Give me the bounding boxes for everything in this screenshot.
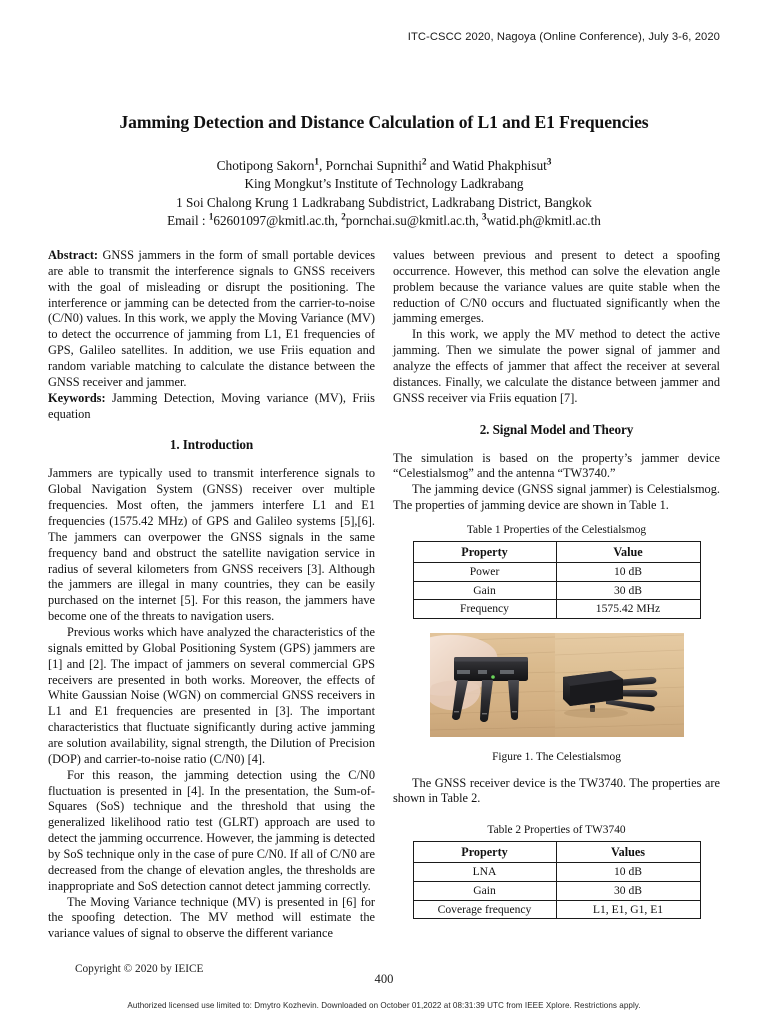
table-row	[413, 600, 700, 619]
table1	[413, 541, 701, 619]
email-address-2: pornchai.su@kmitl.ac.th,	[345, 213, 483, 229]
author-3-affil-marker: 3	[546, 156, 552, 167]
intro-paragraph-2: Previous works which have analyzed the characteristics of the signals emitted by Global Positioning System (GPS) jammers are [1] and [2]. The impact of jammers on several commercial GPS receivers are presented in both works. Moreover, the effects of White Gaussian Noise (WGN) on commercial GNSS receivers in L1 and E1 frequencies are presented in [3]. The important characteristics that fluctuate significantly during active jamming are solution availability, signal strength, the Dilution of Precision (DOP) and carrier-to-noise ratio (C/N0) [4].	[48, 625, 375, 766]
table2-header-property: Property	[413, 842, 556, 863]
section2-paragraph-1: The simulation is based on the property’s jammer device “Celestialsmog” and the antenna “TW3740.”	[393, 450, 720, 481]
email-2-marker: 2	[341, 212, 346, 223]
email-3-marker: 3	[482, 212, 487, 223]
table1-r0-c1: 10 dB	[556, 562, 700, 581]
table-row	[413, 900, 700, 919]
intro-paragraph-1: Jammers are typically used to transmit interference signals to Global Navigation System (GNSS) receiver over multiple frequencies. Most often, the jammers interfere L1 and E1 frequencies (1575.42 MHz) of GPS and Galileo systems [5],[6]. The jammers can overpower the GNSS signals in the same frequency band and obstruct the satellite navigation service in radius of several kilometers from GNSS receivers [3]. Although the jammers are illegal in many countries, they can be easily purchased on the internet [5]. For this reason, the jammers have become one of the threats to navigation users.	[48, 466, 375, 624]
table-row	[413, 881, 700, 900]
table2-r2-c1: L1, E1, G1, E1	[556, 900, 700, 919]
section2-paragraph-3: The GNSS receiver device is the TW3740. The properties are shown in Table 2.	[393, 775, 720, 806]
page-number: 400	[374, 972, 394, 986]
table1-r1-c0: Gain	[413, 581, 556, 600]
author-2: , Pornchai Supnithi	[318, 157, 422, 173]
table1-r2-c0: Frequency	[413, 600, 556, 619]
page-title: Jamming Detection and Distance Calculation of L1 and E1 Frequencies	[119, 112, 649, 132]
table2-header-values: Values	[556, 842, 700, 863]
running-header: ITC-CSCC 2020, Nagoya (Online Conference), July 3-6, 2020	[407, 31, 720, 43]
table1-header-value: Value	[556, 541, 700, 562]
table-row	[413, 581, 700, 600]
table1-r1-c1: 30 dB	[556, 581, 700, 600]
table2-caption: Table 2 Properties of TW3740	[487, 824, 626, 837]
table1-r2-c1: 1575.42 MHz	[556, 600, 700, 619]
email-1-marker: 1	[208, 212, 214, 223]
email-address-3: watid.ph@kmitl.ac.th	[486, 213, 601, 229]
table2-r2-c0: Coverage frequency	[413, 900, 556, 919]
affiliation: King Mongkut’s Institute of Technology Ladkrabang	[244, 176, 524, 192]
intro-paragraph-5: In this work, we apply the MV method to detect the active jamming. Then we simulate the power signal of jammer and analyze the effects of jammer that affect the receiver at several distances. Finally, we calculate the distance between jammer and GNSS receiver via Friis equation [7].	[393, 327, 720, 405]
author-1-affil-marker: 1	[314, 156, 319, 167]
table-row	[413, 562, 700, 581]
email-label: Email :	[167, 213, 209, 229]
figure1-caption: Figure 1. The Celestialsmog	[492, 750, 621, 763]
author-1: Chotipong Sakorn	[216, 157, 315, 173]
keywords-body: Jamming Detection, Moving variance (MV), Friis equation	[48, 390, 375, 421]
table1-r0-c0: Power	[413, 562, 556, 581]
right-column	[393, 248, 720, 919]
intro-paragraph-4-continued: values between previous and present to detect a spoofing occurrence. However, this method can solve the elevation angle problem because the variance values are quite stable when the reduction of C/N0 occurs and fluctuated significantly when the jamming emerges.	[393, 248, 720, 326]
table2-r0-c1: 10 dB	[556, 863, 700, 882]
photo-right	[555, 633, 684, 737]
keywords-paragraph	[48, 391, 375, 423]
table2-r1-c0: Gain	[413, 881, 556, 900]
left-column	[48, 248, 375, 942]
title-block	[48, 112, 720, 231]
intro-paragraph-4: The Moving Variance technique (MV) is presented in [6] for the spoofing detection. The MV method will estimate the variance values of signal to observe the different variance	[48, 894, 375, 941]
photo-left	[430, 633, 555, 737]
table1-caption: Table 1 Properties of the Celestialsmog	[466, 523, 647, 536]
table2-r0-c0: LNA	[413, 863, 556, 882]
author-3: and Watid Phakphisut	[426, 157, 547, 173]
section-heading-introduction: 1. Introduction	[169, 437, 254, 453]
author-list	[48, 156, 720, 175]
keywords-label: Keywords:	[48, 390, 106, 405]
figure1	[430, 633, 684, 765]
table-row	[413, 863, 700, 882]
table1-header-property: Property	[413, 541, 556, 562]
table2-header-row	[413, 842, 700, 863]
table2-r1-c1: 30 dB	[556, 881, 700, 900]
celestialsmog-photo	[430, 633, 684, 737]
license-notice: Authorized licensed use limited to: Dmytro Kozhevin. Downloaded on October 01,2022 at 08:31:39 UTC from IEEE Xplore. Restrictions apply.	[127, 1001, 641, 1010]
email-address-1: 62601097@kmitl.ac.th,	[213, 213, 342, 229]
address: 1 Soi Chalong Krung 1 Ladkrabang Subdistrict, Ladkrabang District, Bangkok	[176, 194, 592, 210]
table1-header-row	[413, 541, 700, 562]
section-heading-signal-model: 2. Signal Model and Theory	[479, 421, 634, 437]
table2	[413, 841, 701, 919]
author-2-affil-marker: 2	[422, 156, 427, 167]
intro-paragraph-3: For this reason, the jamming detection using the C/N0 fluctuation is presented in [4]. In the presentation, the Sum-of-Squares (SoS) technique and the threshold that using the generalized likelihood ratio test (GLRT) approach are used to detect the jamming occurrence. However, the jamming is detected by SoS technique only in the case of pure C/N0. If all of C/N0 are decreased from the change of elevation angles, the thresholds are inappropriate and SoS detection cannot detect jamming correctly.	[48, 767, 375, 893]
copyright-notice: Copyright © 2020 by IEICE	[75, 963, 204, 975]
email-line	[48, 212, 720, 231]
abstract-body: GNSS jammers in the form of small portable devices are able to transmit the interference signals to GNSS receivers with the goal of misleading or disrupt the positioning. The interference or jamming can be detected from the carrier-to-noise (C/N0) values. In this work, we apply the Moving Variance (MV) to detect the occurrence of jamming from L1, E1 frequencies of GPS, Galileo satellites. In addition, we use Friis equation and random variable matching to calculate the distance between the GNSS receiver and jammer.	[48, 248, 375, 389]
abstract-paragraph	[48, 248, 375, 391]
abstract-label: Abstract:	[48, 248, 99, 262]
section2-paragraph-2: The jamming device (GNSS signal jammer) is Celestialsmog. The properties of jamming device are shown in Table 1.	[393, 482, 720, 513]
